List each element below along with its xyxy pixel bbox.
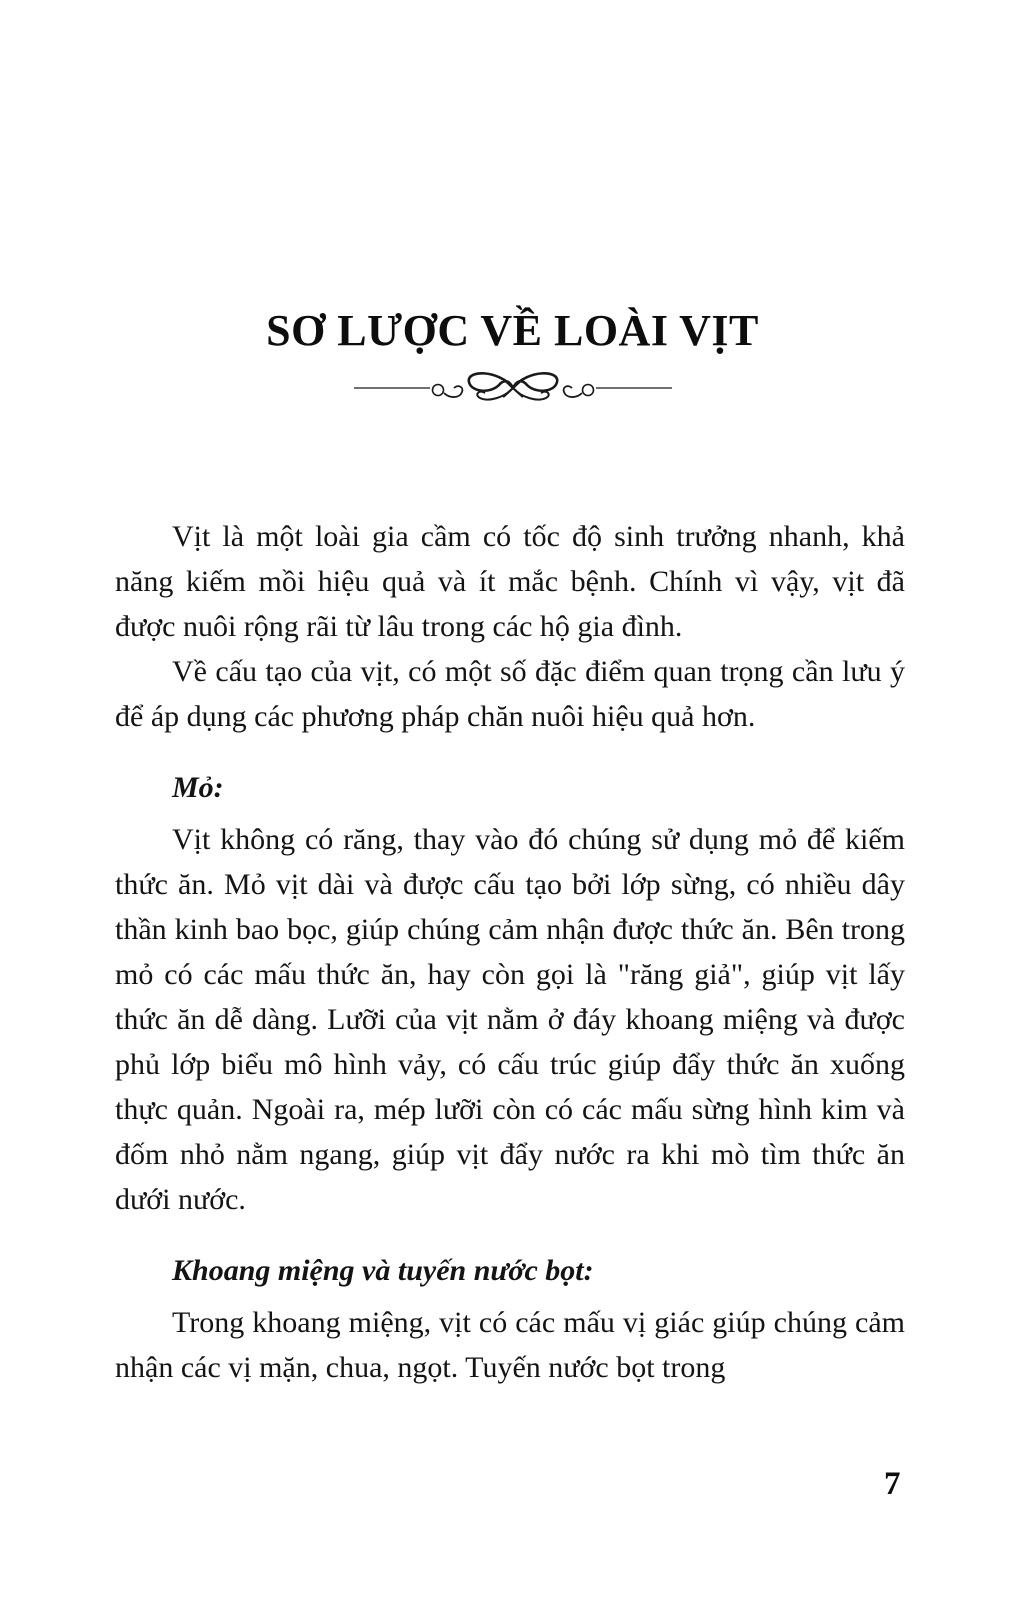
body-paragraph: Vịt không có răng, thay vào đó chúng sử dụng mỏ để kiếm thức ăn. Mỏ vịt dài và được cấu tạo bởi lớp sừng, có nhiều dây thần kinh bao bọc, giúp chúng cảm nhận được thức ăn. Bên trong mỏ có các mấu thức ăn, hay còn gọi là "răng giả", giúp vịt lấy thức ăn dễ dàng. Lưỡi của vịt nằm ở đáy khoang miệng và được phủ lớp biểu mô hình vảy, có cấu trúc giúp đẩy thức ăn xuống thực quản. Ngoài ra, mép lưỡi còn có các mấu sừng hình kim và đốm nhỏ nằm ngang, giúp vịt đẩy nước ra khi mò tìm thức ăn dưới nước. [115, 823, 905, 1216]
body-paragraph: Về cấu tạo của vịt, có một số đặc điểm quan trọng cần lưu ý để áp dụng các phương pháp chăn nuôi hiệu quả hơn. [115, 655, 905, 733]
chapter-title: SƠ LƯỢC VỀ LOÀI VỊT [266, 306, 759, 355]
page-content [115, 514, 905, 1390]
section-heading: Khoang miệng và tuyến nước bọt: [172, 1254, 594, 1287]
flourish-divider-icon [352, 367, 674, 405]
body-paragraph: Vịt là một loài gia cầm có tốc độ sinh trưởng nhanh, khả năng kiếm mồi hiệu quả và ít mắc bệnh. Chính vì vậy, vịt đã được nuôi rộng rãi từ lâu trong các hộ gia đình. [115, 520, 905, 643]
section-heading: Mỏ: [172, 771, 224, 804]
body-paragraph: Trong khoang miệng, vịt có các mấu vị giác giúp chúng cảm nhận các vị mặn, chua, ngọt. Tuyến nước bọt trong [115, 1306, 905, 1384]
page-number: 7 [884, 1466, 901, 1502]
ornamental-divider [352, 367, 674, 405]
